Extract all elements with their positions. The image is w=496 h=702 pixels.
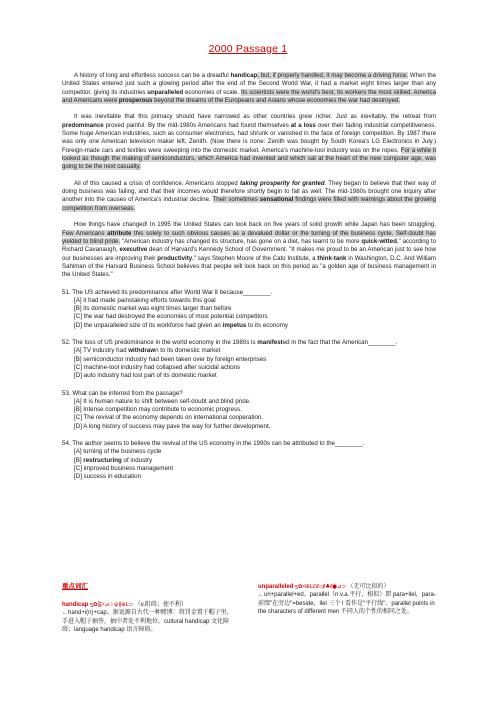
- passage-paragraph: [62, 221, 436, 279]
- bold-term: productivity: [157, 254, 193, 262]
- bold-term: manifest: [257, 339, 283, 347]
- text-run: [C] the war had destroyed the economies of most potential competitors: [74, 313, 268, 321]
- answer-option[interactable]: [74, 423, 436, 431]
- vocab-definition: （无可比拟的）←un+parallel+ed。parallel（n.v.a.平行，相似）即 para+llel，para-前缀"在旁边"=beside，llel 三个 l 看作是"平行线"。parallel points in the characters of different men 不同人的个性的相同之处。: [258, 584, 436, 615]
- text-run: "American industry has changed its structure, has gone on a diet, has learnt to be more: [120, 237, 362, 245]
- passage-paragraph: [62, 180, 436, 213]
- answer-option[interactable]: [74, 473, 436, 481]
- answer-option[interactable]: [74, 398, 436, 406]
- text-run: [D] auto industry had lost part of its domestic market: [74, 372, 217, 380]
- question-stem: [62, 440, 436, 448]
- vocab-phonetic: ƽ✿⋛♯⊿♤ѱ∦⊕Ŀ⊃: [90, 602, 134, 608]
- vocab-term: handicap: [62, 602, 89, 608]
- answer-option[interactable]: [74, 372, 436, 380]
- text-run: [D] the unparalleled size of its workforce had given an: [74, 321, 223, 329]
- bold-term: quick-witted: [361, 237, 397, 245]
- question-stem: [62, 339, 436, 347]
- text-run: 53. What can be inferred from the passage?: [62, 389, 183, 397]
- text-run: 51. The US achieved its predominance after World War Ⅱ because________.: [62, 288, 273, 296]
- text-run: [A] it had made painstaking efforts towards this goal: [74, 296, 216, 304]
- bold-term: restructuring: [83, 456, 122, 464]
- bold-term: handicap: [230, 72, 258, 79]
- answer-option[interactable]: [74, 457, 436, 465]
- highlighted-text: , but, if properly handled, it may become a driving force.: [257, 72, 409, 79]
- question-block: [62, 440, 436, 481]
- bold-term: predominance: [62, 121, 104, 129]
- text-run: to its economy: [246, 321, 288, 329]
- bold-term: at a loss: [290, 121, 316, 129]
- text-run: ed in the fact that the American________.: [282, 339, 398, 347]
- answer-option[interactable]: [74, 347, 436, 355]
- passage-paragraph: [62, 72, 436, 105]
- answer-option[interactable]: [74, 322, 436, 330]
- bold-term: taking prosperity for granted: [239, 179, 325, 187]
- passage-body: [62, 72, 436, 482]
- bold-term: think-tank: [317, 254, 347, 262]
- vocab-term: unparalleled: [258, 584, 294, 590]
- vocabulary-section: [62, 583, 436, 663]
- passage-paragraph: [62, 113, 436, 171]
- highlighted-text: Its scientists were the world's best, its workers the most skilled. America and Americans were: [62, 88, 436, 105]
- bold-term: unparalleled: [147, 88, 184, 96]
- vocabulary-heading: 重点词汇: [62, 583, 88, 590]
- answer-option[interactable]: [74, 465, 436, 473]
- text-run: A history of long and effortless success can be a dreadful: [74, 72, 231, 79]
- text-run: [C] The revival of the economy depends on international cooperation.: [74, 414, 264, 422]
- text-run: of industry: [121, 456, 153, 464]
- text-run: over their fading industrial competitiveness. Some huge American industries, such as consumer electronics, had shrunk or vanished in the face of foreign competition. By 1987 there was only one American television maker left, Zenith. (Now there is none: Zenith was bought by South Korea's LG Electronics in July.) Foreign-made cars and textiles were sweeping into the domestic market. America's machine-tool industry was on the ropes.: [62, 121, 436, 154]
- bold-term: prosperous: [118, 97, 153, 105]
- answer-option[interactable]: [74, 305, 436, 313]
- text-run: [D] A long history of success may pave the way for further development.: [74, 422, 271, 430]
- text-run: 54. The author seems to believe the revival of the US economy in the 1990s can be attributed to the________.: [62, 440, 365, 448]
- answer-option[interactable]: [74, 406, 436, 414]
- question-block: [62, 390, 436, 431]
- vocab-definition: （v.阻碍；使不利）←hand+i(n)+cap。据说源自古代一种赌博：将罚金置于帽子里，手进入帽子抽签，抽中者处不利地位。cultural handicap 文化障碍；language handicap 语言障碍。: [62, 602, 233, 633]
- question-list: [62, 289, 436, 482]
- vocab-entry-unparalleled: [258, 583, 436, 616]
- text-run: proved painful. By the mid-1980s Americans had found themselves: [103, 121, 291, 129]
- text-run: ," according to Richard Cavanaugh,: [62, 237, 437, 254]
- answer-option[interactable]: [74, 448, 436, 456]
- highlighted-text: beyond the dreams of the Europeans and Asians whose economies the war had destroyed.: [152, 97, 401, 105]
- text-run: [A] It is human nature to shift between self-doubt and blind pride.: [74, 397, 251, 405]
- text-run: All of this caused a crisis of confidence. Americans stopped: [74, 179, 240, 187]
- highlighted-text: Few Americans: [62, 229, 108, 237]
- page-title[interactable]: 2000 Passage 1: [208, 43, 288, 55]
- question-stem: [62, 289, 436, 297]
- text-run: . They began to believe that their way of doing business was failing, and that their incomes would therefore shortly begin to fall as well. The mid-1980s brought one inquiry after another into the causes of America's industrial decline.: [62, 179, 436, 204]
- text-run: [B] semiconductor industry had been taken over by foreign enterprises: [74, 355, 267, 363]
- text-run: [B] its domestic market was eight times larger than before: [74, 305, 232, 313]
- answer-option[interactable]: [74, 356, 436, 364]
- text-run: in Washington, D.C. And William Sahlman of the Harvard Business School believes that people will look back on this period as "a golden age of business management in the United States.": [62, 254, 437, 279]
- text-run: How things have changed! In 1995 the United States can look back on five years of solid growth while Japan has been struggling.: [74, 221, 436, 229]
- answer-option[interactable]: [74, 414, 436, 422]
- question-stem: [62, 390, 436, 398]
- highlighted-text: findings were filled with warnings about the growing competition from overseas.: [62, 196, 436, 212]
- answer-option[interactable]: [74, 297, 436, 305]
- bold-term: sensational: [259, 196, 294, 204]
- answer-option[interactable]: [74, 313, 436, 321]
- bold-term: withdraw: [128, 347, 156, 355]
- bold-term: executive: [119, 246, 148, 254]
- text-run: economies of scale.: [183, 88, 241, 96]
- answer-option[interactable]: [74, 364, 436, 372]
- question-block: [62, 289, 436, 330]
- highlighted-text: Their sometimes: [212, 196, 260, 204]
- question-block: [62, 339, 436, 380]
- text-run: [A] turning of the business cycle: [74, 448, 162, 456]
- text-run: When the United States entered just such a glowing period after the end of the Second World War, it had a market eight times larger than any competitor, giving its industries: [62, 72, 436, 96]
- vocab-phonetic: ƽ✿♯⊞Ŀ⊡ℓ◁ℓ♣ℓ●⊿⊃: [295, 584, 346, 590]
- text-run: ," says Stephen Moore of the Cato Institute, a: [192, 254, 318, 262]
- vocab-entry-handicap: [62, 601, 236, 634]
- text-run: dean of Harvard's Kennedy School of Government. "It makes me proud to be an American just to see how our businesses are improving their: [62, 246, 436, 262]
- text-run: n to its domestic market: [155, 347, 221, 355]
- text-run: It was inevitable that this primacy should have narrowed as other countries grew richer. Just as inevitably, the retreat from: [74, 113, 436, 121]
- text-run: [D] success in education: [74, 473, 142, 481]
- highlighted-text: this solely to such obvious causes as a devalued dollar or the turning of the business cycle. Self-doubt has yielded to blind pride.: [62, 229, 436, 245]
- text-run: [C] machine-tool industry had collapsed after suicidal actions: [74, 363, 241, 371]
- bold-term: impetus: [222, 321, 247, 329]
- text-run: [C] improved business management: [74, 464, 174, 472]
- passage-paragraphs: [62, 72, 436, 280]
- text-run: [B] Intense competition may contribute to economic progress.: [74, 406, 242, 414]
- text-run: [B]: [74, 456, 84, 464]
- text-run: 52. The loss of US predominance in the world economy in the 1980s is: [62, 339, 258, 347]
- text-run: [A] TV industry had: [74, 347, 129, 355]
- highlighted-text: For a while it looked as though the making of semiconductors, which America had invented and which sat at the heart of the new computer age, was going to be the next casualty.: [62, 146, 437, 171]
- bold-term: attribute: [107, 229, 132, 237]
